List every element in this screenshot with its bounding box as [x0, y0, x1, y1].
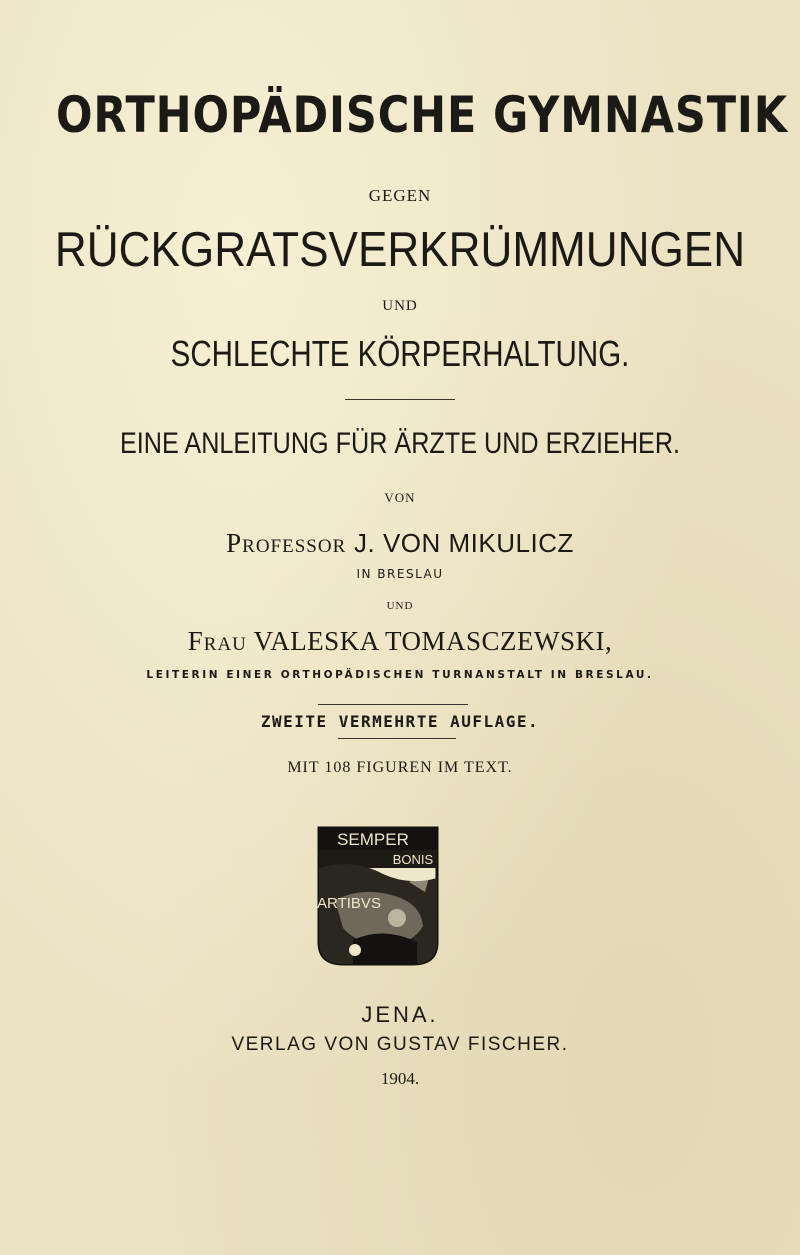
title-second-line: RÜCKGRATSVERKRÜMMUNGEN [54, 223, 746, 277]
emblem-text-2: BONIS [392, 852, 434, 867]
subtitle: EINE ANLEITUNG FÜR ÄRZTE UND ERZIEHER. [119, 427, 681, 460]
main-title: ORTHOPÄDISCHE GYMNASTIK [56, 86, 788, 144]
author-1-location: IN BRESLAU [356, 567, 444, 581]
authors-and: UND [386, 600, 414, 612]
divider-rule [345, 399, 455, 400]
author-2 [0, 626, 800, 657]
author-2-name: VALESKA TOMASCZEWSKI, [253, 626, 613, 656]
by-label: VON [384, 490, 416, 505]
author-2-rank: Frau [187, 626, 247, 656]
author-1 [0, 528, 800, 559]
author-2-description: LEITERIN EINER ORTHOPÄDISCHEN TURNANSTALT IN BRESLAU. [146, 669, 654, 681]
author-1-rank: Professor [226, 528, 347, 558]
title-third-line: SCHLECHTE KÖRPERHALTUNG. [170, 333, 630, 374]
figures-note: MIT 108 FIGUREN IM TEXT. [287, 759, 513, 776]
author-1-name: J. VON MIKULICZ [354, 528, 574, 558]
title-and: UND [382, 298, 418, 314]
title-connector: GEGEN [368, 186, 432, 205]
edition-statement: ZWEITE VERMEHRTE AUFLAGE. [260, 712, 540, 731]
edition-rule-top [318, 704, 468, 705]
imprint-year: 1904. [380, 1069, 420, 1088]
imprint-city: JENA. [361, 1002, 439, 1027]
emblem-text-3: ARTIBVS [317, 895, 381, 912]
publisher-emblem [313, 822, 443, 970]
emblem-text-1: SEMPER [337, 830, 409, 849]
edition-rule-bottom [338, 738, 456, 739]
imprint-publisher: VERLAG VON GUSTAV FISCHER. [231, 1034, 569, 1055]
